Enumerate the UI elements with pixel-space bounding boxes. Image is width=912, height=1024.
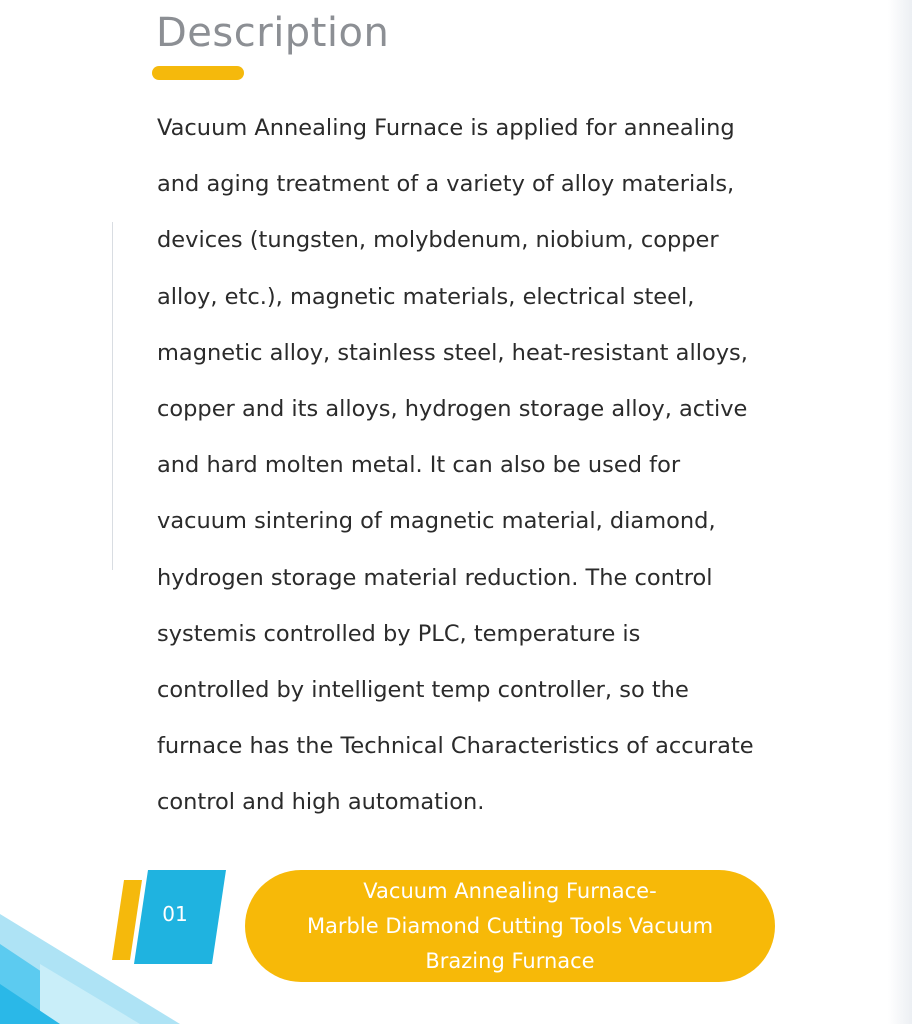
description-line: and aging treatment of a variety of alloy materials, [157,171,735,198]
description-line: vacuum sintering of magnetic material, diamond, [157,508,716,535]
page-edge-shadow [888,0,912,1024]
description-line: devices (tungsten, molybdenum, niobium, copper [157,227,719,254]
description-line: copper and its alloys, hydrogen storage alloy, active [157,396,748,423]
product-number: 01 [162,902,188,926]
description-line: Vacuum Annealing Furnace is applied for annealing [157,115,735,141]
left-divider-line [112,222,113,570]
description-line: alloy, etc.), magnetic materials, electrical steel, [157,283,695,310]
section-heading: Description [156,10,390,56]
description-line: hydrogen storage material reduction. The control [157,564,713,591]
description-line: furnace has the Technical Characteristics of accurate [157,733,754,760]
description-line: control and high automation. [157,789,485,816]
description-line: systemis controlled by PLC, temperature is [157,620,641,647]
product-title: Vacuum Annealing Furnace- Marble Diamond Cutting Tools Vacuum Brazing Furnace [306,878,714,973]
product-number-badge [110,868,234,968]
description-line: magnetic alloy, stainless steel, heat-resistant alloys, [157,339,748,366]
description-line: and hard molten metal. It can also be used for [157,452,681,479]
heading-underline-accent [152,66,244,80]
product-title-banner [245,870,775,982]
description-paragraph [157,100,797,831]
description-line: controlled by intelligent temp controller, so the [157,677,689,704]
